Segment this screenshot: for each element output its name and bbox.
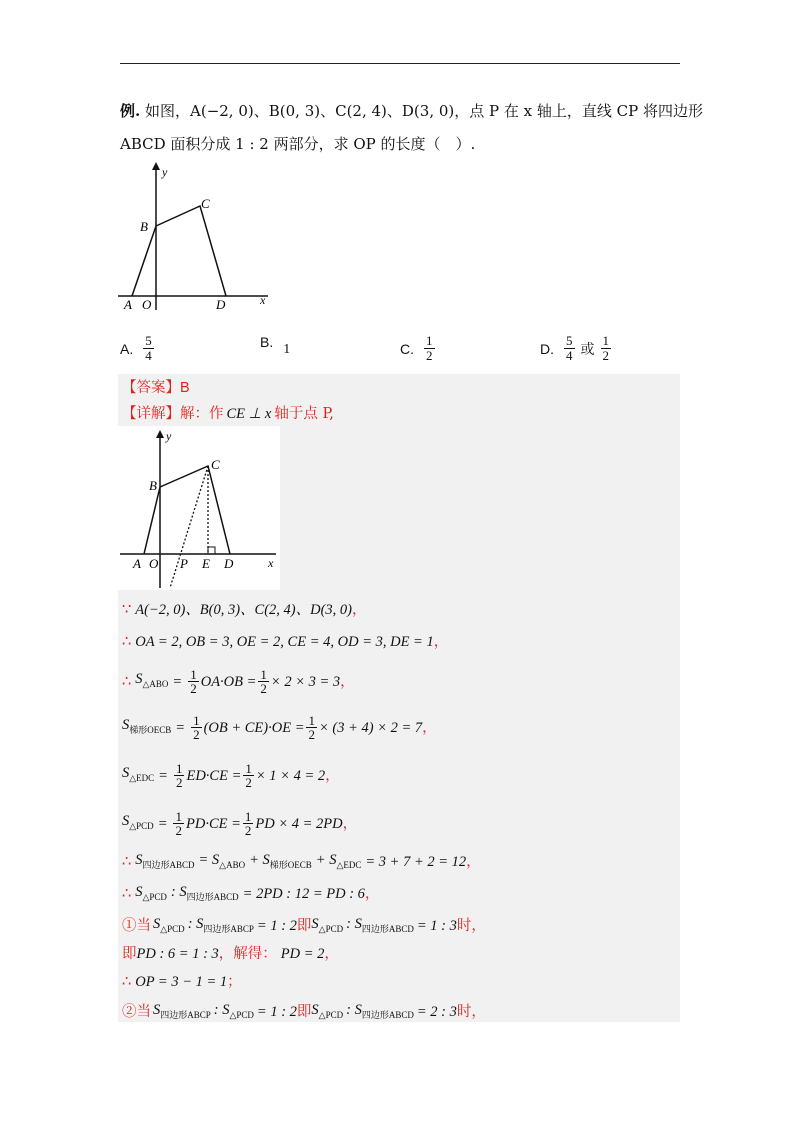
label-b: B — [140, 219, 148, 234]
question-text-1: 如图，A(−2, 0)、B(0, 3)、C(2, 4)、D(3, 0)，点 P 在 x 轴上，直线 CP 将四边形 — [145, 102, 703, 120]
label-y: y — [162, 165, 168, 179]
option-b[interactable] — [260, 334, 291, 357]
option-a[interactable] — [120, 334, 154, 363]
detail-label: 【详解】 — [122, 406, 180, 422]
step-6: $S_{\triangle PCD}$ = $\frac{1}{2}$ PD·CE = $\frac{1}{2}$ PD × 4 = 2PD ， — [122, 809, 358, 838]
label-d: D — [216, 297, 226, 312]
header-rule — [120, 63, 680, 64]
option-c-letter: C. — [400, 340, 414, 357]
label-b: B — [149, 478, 157, 493]
option-b-value: 1 — [283, 342, 291, 357]
label-x: x — [268, 556, 274, 570]
label-c: C — [211, 457, 220, 472]
step-8: ∴ $S_{\triangle PCD}$ : $S_{四边形ABCD}$ = 2PD : 12 = PD : 6 ， — [122, 884, 380, 903]
answer-line — [122, 378, 190, 398]
detail-math: CE ⊥ x — [226, 406, 272, 422]
option-d-fraction-2: $\frac{1}{2}$ — [602, 333, 609, 363]
step-7: ∴ $S_{四边形ABCD}$ = $S_{\triangle ABO}$ + $S_{梯形OECB}$ + $S_{\triangle EDC}$ = 3 + 7 + 2 = 12 ， — [122, 852, 481, 871]
option-d-fraction-1: $\frac{5}{4}$ — [566, 333, 573, 363]
label-p: P — [180, 556, 188, 571]
option-c-fraction: $\frac{1}{2}$ — [426, 333, 433, 363]
option-d[interactable] — [540, 334, 611, 363]
step-5: $S_{\triangle EDC}$ = $\frac{1}{2}$ ED·CE = $\frac{1}{2}$ × 1 × 4 = 2 ， — [122, 761, 340, 790]
question-line-1 — [120, 100, 703, 122]
label-e: E — [202, 556, 210, 571]
label-c: C — [201, 196, 210, 211]
step-4: $S_{梯形OECB}$ = $\frac{1}{2}$ (OB + CE)·OE = $\frac{1}{2}$ × (3 + 4) × 2 = 7 ， — [122, 713, 437, 742]
y-arrow-icon — [152, 162, 160, 170]
question-line-2 — [120, 133, 475, 155]
figure-solution — [118, 426, 280, 590]
step-1: ∵ A(−2, 0)、B(0, 3)、C(2, 4)、D(3, 0) ， — [122, 602, 367, 618]
step-9: ①当 $S_{\triangle PCD}$ : $S_{四边形ABCP}$ = 1 : 2 即 $S_{\triangle PCD}$ : $S_{四边形ABCD}$ = 1 : 3 时， — [122, 916, 486, 935]
label-y: y — [166, 429, 172, 443]
label-d: D — [224, 556, 234, 571]
option-a-fraction: $\frac{5}{4}$ — [145, 333, 152, 363]
detail-text-1: 解：作 — [180, 406, 224, 422]
label-o: O — [149, 556, 159, 571]
figure-quadrilateral — [118, 162, 278, 312]
answer-label: 【答案】 — [122, 380, 180, 396]
option-c[interactable] — [400, 334, 435, 363]
detail-line — [122, 404, 334, 424]
question-prefix: 例. — [120, 102, 141, 120]
step-10: 即 PD : 6 = 1 : 3 ，解得： PD = 2 ， — [122, 946, 339, 962]
option-b-letter: B. — [260, 334, 274, 350]
step-3: ∴ $S_{\triangle ABO}$ = $\frac{1}{2}$ OA·OB = $\frac{1}{2}$ × 2 × 3 = 3 ， — [122, 667, 355, 696]
option-d-letter: D. — [540, 340, 554, 357]
label-a: A — [124, 297, 132, 312]
option-d-or: 或 — [580, 340, 595, 357]
answer-value: B — [180, 380, 190, 396]
question-text-2: ABCD 面积分成 1 : 2 两部分，求 OP 的长度（ ）. — [120, 135, 476, 153]
option-a-letter: A. — [120, 340, 134, 357]
step-11: ∴ OP = 3 − 1 = 1 ； — [122, 974, 242, 990]
step-2: ∴ OA = 2, OB = 3, OE = 2, CE = 4, OD = 3, DE = 1 ， — [122, 634, 449, 650]
label-x: x — [260, 293, 266, 307]
step-12: ②当 $S_{四边形ABCP}$ : $S_{\triangle PCD}$ = 1 : 2 即 $S_{\triangle PCD}$ : $S_{四边形ABCD}$ = 2 : 3 时， — [122, 1002, 486, 1021]
label-o: O — [142, 297, 152, 312]
detail-text-2: 轴于点 P, — [274, 406, 334, 422]
label-a: A — [133, 556, 141, 571]
